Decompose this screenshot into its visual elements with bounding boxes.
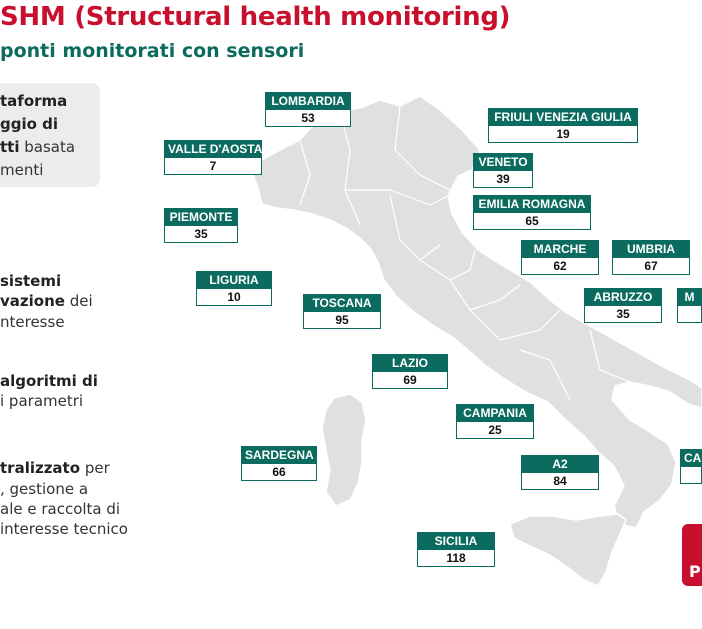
platform-line-1: taforma (0, 92, 68, 110)
platform-line-3: tti basata (0, 138, 76, 156)
region-label-umbria: UMBRIA 67 (612, 240, 690, 275)
feature-sensors-line-1: sistemi (0, 272, 62, 290)
region-label-sardegna: SARDEGNA 66 (241, 446, 317, 481)
corner-card: P (682, 524, 702, 586)
sardinia-island (322, 394, 366, 506)
feature-sensors-line-2: vazione dei (0, 292, 93, 310)
feature-algorithms-line-1: algoritmi di (0, 372, 98, 390)
region-label-abruzzo: ABRUZZO 35 (584, 288, 662, 323)
feature-central-line-3: ale e raccolta di (0, 500, 121, 518)
region-label-molise: M (677, 288, 702, 323)
region-label-emilia-romagna: EMILIA ROMAGNA 65 (473, 195, 591, 230)
region-label-campania: CAMPANIA 25 (456, 404, 534, 439)
region-label-sicilia: SICILIA 118 (417, 532, 495, 567)
platform-line-2: ggio di (0, 115, 59, 133)
feature-central-line-1: tralizzato per (0, 459, 110, 477)
region-label-friuli-venezia-giulia: FRIULI VENEZIA GIULIA 19 (488, 108, 638, 143)
region-label-veneto: VENETO 39 (473, 153, 533, 188)
region-label-lazio: LAZIO 69 (372, 354, 448, 389)
region-label-piemonte: PIEMONTE 35 (164, 208, 238, 243)
feature-central-line-2: , gestione a (0, 480, 89, 498)
region-label-valle-daosta: VALLE D'AOSTA 7 (164, 140, 262, 175)
region-label-lombardia: LOMBARDIA 53 (265, 92, 351, 127)
platform-line-4: menti (0, 161, 44, 179)
region-label-calabria: CA (680, 449, 702, 484)
region-label-marche: MARCHE 62 (521, 240, 599, 275)
region-label-liguria: LIGURIA 10 (196, 271, 272, 306)
page-subtitle: ponti monitorati con sensori (0, 40, 305, 62)
sicily-island (510, 514, 626, 586)
region-label-toscana: TOSCANA 95 (303, 294, 381, 329)
feature-algorithms-line-2: i parametri (0, 392, 84, 410)
feature-sensors-line-3: nteresse (0, 313, 65, 331)
region-label-a2: A2 84 (521, 455, 599, 490)
page-title: SHM (Structural health monitoring) (0, 2, 511, 32)
feature-central-line-4: interesse tecnico (0, 520, 128, 538)
